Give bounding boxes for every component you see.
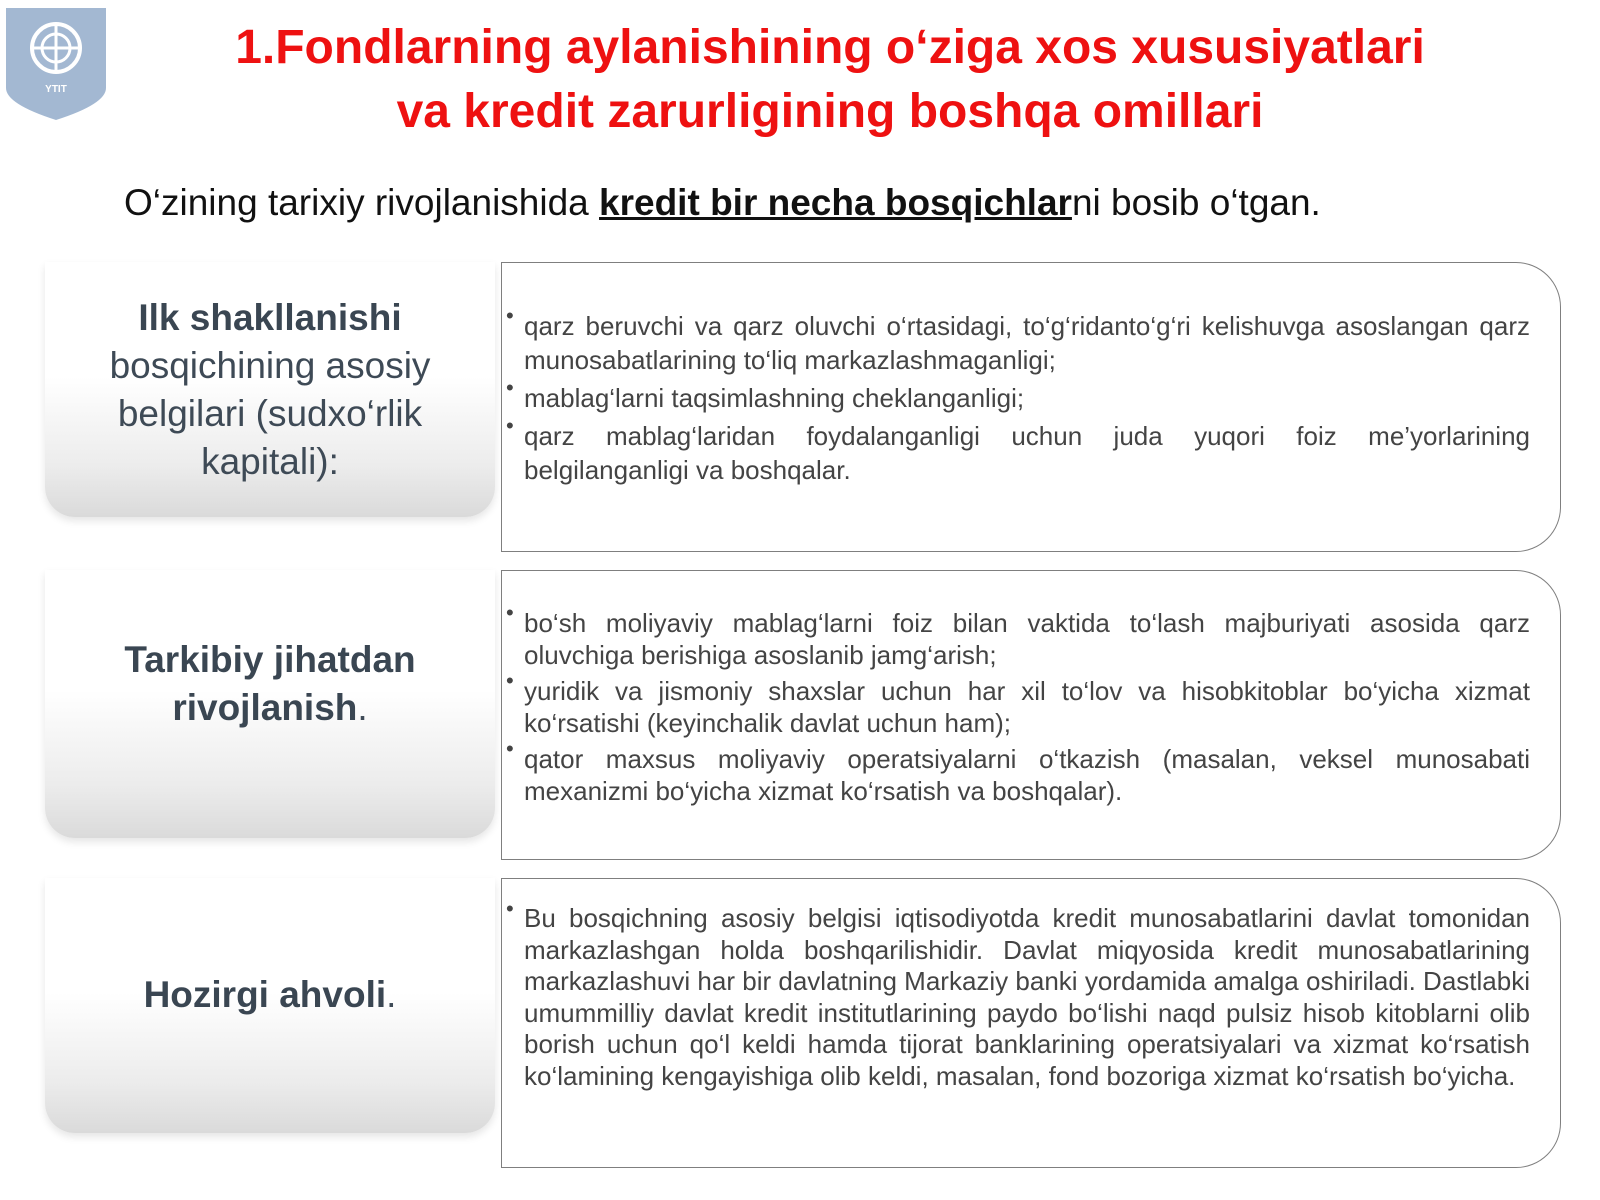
list-item: • mablag‘larni taqsimlashning cheklanganligi; (524, 381, 1530, 415)
bullet-icon: • (506, 896, 514, 921)
title-line-1: 1.Fondlarning aylanishining o‘ziga xos xususiyatlari (235, 21, 1425, 74)
bullet-icon: • (506, 303, 514, 328)
stage-1-bold: Ilk shakllanishi (138, 296, 402, 338)
stage-3-list (502, 879, 1560, 1092)
stage-3-rest: . (386, 973, 397, 1015)
intro-after: ni bosib o‘tgan. (1071, 182, 1321, 223)
bullet-icon: • (506, 600, 514, 625)
stage-1-list (502, 263, 1560, 487)
intro-before: O‘zining tarixiy rivojlanishida (124, 182, 600, 223)
stage-1-rest: bosqichining asosiy belgilari (sudxo‘rlik kapitali): (109, 344, 431, 482)
stage-3-details (501, 878, 1561, 1168)
intro-emphasis: kredit bir necha bosqichlar (599, 182, 1072, 223)
list-item: • Bu bosqichning asosiy belgisi iqtisodiyotda kredit munosabatlarini davlat tomonidan markazlashgan holda boshqarilishidir. Davlat miqyosida kredit munosabatlarining markazlashuvi har bir davlatning Markaziy banki yordamida amalga oshiriladi. Dastlabki umummilliy davlat kredit institutlarining paydo bo‘lishi naqd pulsiz hisob kitoblarni olib borish uchun qo‘l keldi hamda tijorat banklarining operatsiyalari va xizmat ko‘rsatish ko‘lamining kengayishiga olib keldi, masalan, fond bozoriga xizmat ko‘rsatish bo‘yicha. (524, 903, 1530, 1092)
logo (6, 8, 106, 120)
list-item: • qarz mablag‘laridan foydalanganligi uchun juda yuqori foiz me’yorlarining belgilanganligi va boshqalar. (524, 419, 1530, 487)
emblem-icon (6, 8, 106, 120)
title-line-2: va kredit zarurligining boshqa omillari (396, 85, 1264, 138)
stage-3-label (45, 878, 495, 1133)
stage-2-bold: Tarkibiy jihatdan rivojlanish (124, 639, 416, 728)
stage-1-label (45, 262, 495, 517)
bullet-icon: • (506, 668, 514, 693)
stage-1-details (501, 262, 1561, 552)
bullet-icon: • (506, 736, 514, 761)
list-item: • qarz beruvchi va qarz oluvchi o‘rtasidagi, to‘g‘ridanto‘g‘ri kelishuvga asoslangan qarz munosabatlarining to‘liq markazlashmaganligi; (524, 309, 1530, 377)
stage-2-label (45, 570, 495, 838)
bullet-icon: • (506, 375, 514, 400)
bullet-icon: • (506, 413, 514, 438)
stage-2-details (501, 570, 1561, 860)
intro-sentence (124, 182, 1564, 224)
list-item: • bo‘sh moliyaviy mablag‘larni foiz bilan vaktida to‘lash majburiyati asosida qarz oluvchiga berishiga asoslanib jamg‘arish; (524, 607, 1530, 671)
stage-2-rest: . (357, 687, 368, 728)
slide-title (120, 16, 1540, 144)
logo-text: YTIT (45, 84, 67, 95)
stage-3-bold: Hozirgi ahvoli (143, 973, 387, 1015)
list-item: • yuridik va jismoniy shaxslar uchun har xil to‘lov va hisobkitoblar bo‘yicha xizmat ko‘rsatishi (keyinchalik davlat uchun ham); (524, 675, 1530, 739)
stage-2-list (502, 571, 1560, 807)
list-item: • qator maxsus moliyaviy operatsiyalarni o‘tkazish (masalan, veksel munosabati mexanizmi bo‘yicha xizmat ko‘rsatish va boshqalar). (524, 743, 1530, 807)
